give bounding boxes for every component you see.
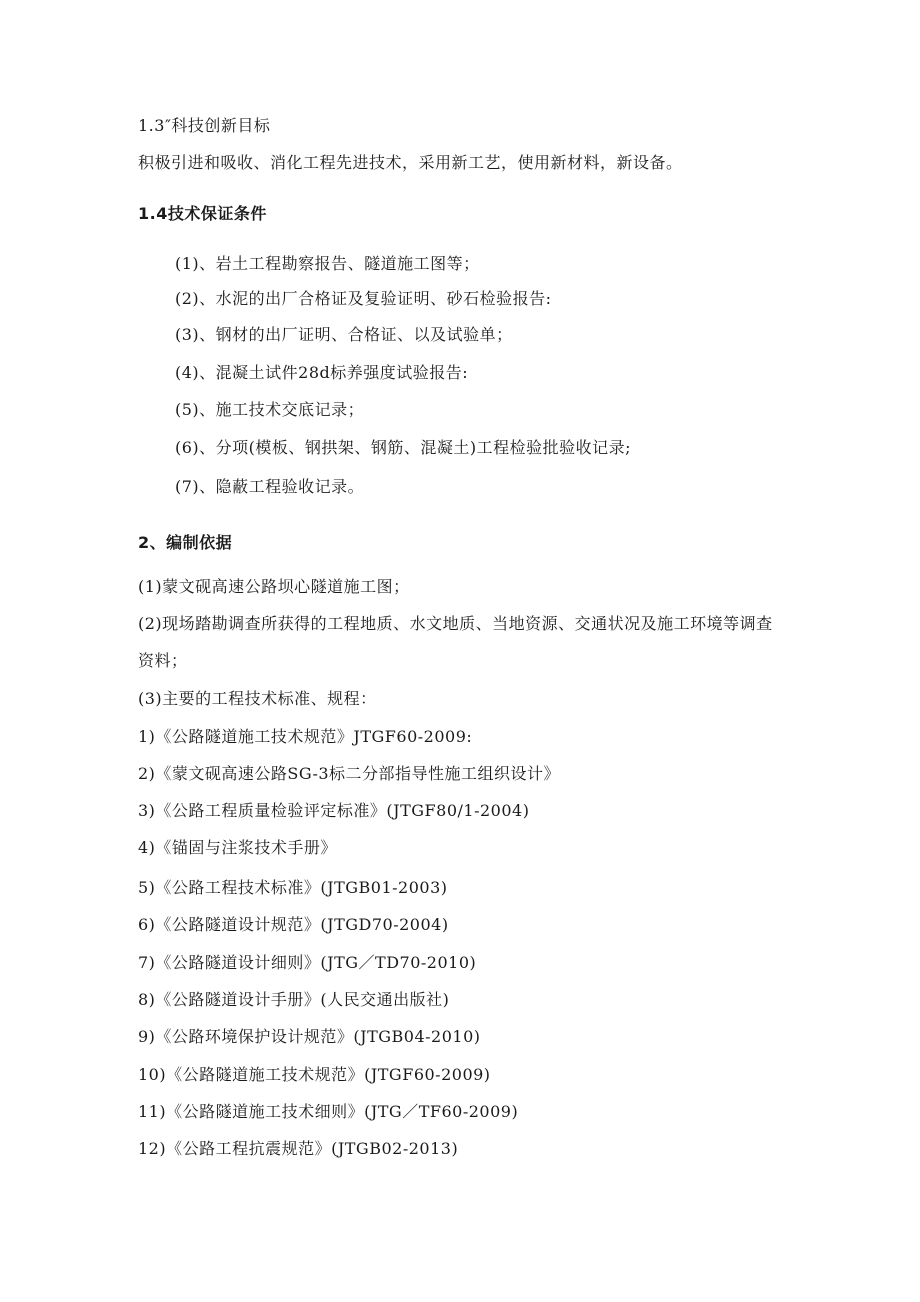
list-item: (7)、隐蔽工程验收记录。 (175, 477, 365, 496)
section-1-3-body: 积极引进和吸收、消化工程先进技术，采用新工艺，使用新材料，新设备。 (138, 153, 683, 172)
list-item: (1)蒙文砚高速公路坝心隧道施工图； (138, 577, 410, 596)
list-item: 4)《锚固与注浆技术手册》 (138, 838, 337, 857)
list-item: (1)、岩土工程勘察报告、隧道施工图等； (175, 254, 480, 273)
section-1-4-title: 1.4技术保证条件 (138, 204, 267, 223)
list-item: 9)《公路环境保护设计规范》(JTGB04-2010) (138, 1027, 481, 1046)
list-item: 8)《公路隧道设计手册》(人民交通出版社) (138, 990, 450, 1009)
list-item: 资料； (138, 651, 188, 670)
section-2-title: 2、编制依据 (138, 533, 233, 552)
list-item: (4)、混凝土试件28d标养强度试验报告: (175, 363, 469, 382)
list-item: (5)、施工技术交底记录； (175, 400, 365, 419)
list-item: (2)、水泥的出厂合格证及复验证明、砂石检验报告: (175, 289, 552, 308)
list-item: (3)、钢材的出厂证明、合格证、以及试验单； (175, 325, 513, 344)
list-item: (3)主要的工程技术标准、规程： (138, 689, 377, 708)
list-item: 7)《公路隧道设计细则》(JTG／TD70-2010) (138, 953, 477, 972)
list-item: 10)《公路隧道施工技术规范》(JTGF60-2009) (138, 1065, 491, 1084)
list-item: 11)《公路隧道施工技术细则》(JTG／TF60-2009) (138, 1102, 519, 1121)
list-item: 12)《公路工程抗震规范》(JTGB02-2013) (138, 1139, 459, 1158)
list-item: 5)《公路工程技术标准》(JTGB01-2003) (138, 878, 448, 897)
list-item: 3)《公路工程质量检验评定标准》(JTGF80/1-2004) (138, 801, 530, 820)
list-item: 1)《公路隧道施工技术规范》JTGF60-2009: (138, 727, 473, 746)
list-item: 6)《公路隧道设计规范》(JTGD70-2004) (138, 915, 449, 934)
section-1-3-title: 1.3″科技创新目标 (138, 116, 271, 135)
list-item: (2)现场踏勘调查所获得的工程地质、水文地质、当地资源、交通状况及施工环境等调查 (138, 614, 773, 633)
list-item: (6)、分项(模板、钢拱架、钢筋、混凝土)工程检验批验收记录; (175, 438, 632, 457)
list-item: 2)《蒙文砚高速公路SG-3标二分部指导性施工组织设计》 (138, 764, 561, 783)
